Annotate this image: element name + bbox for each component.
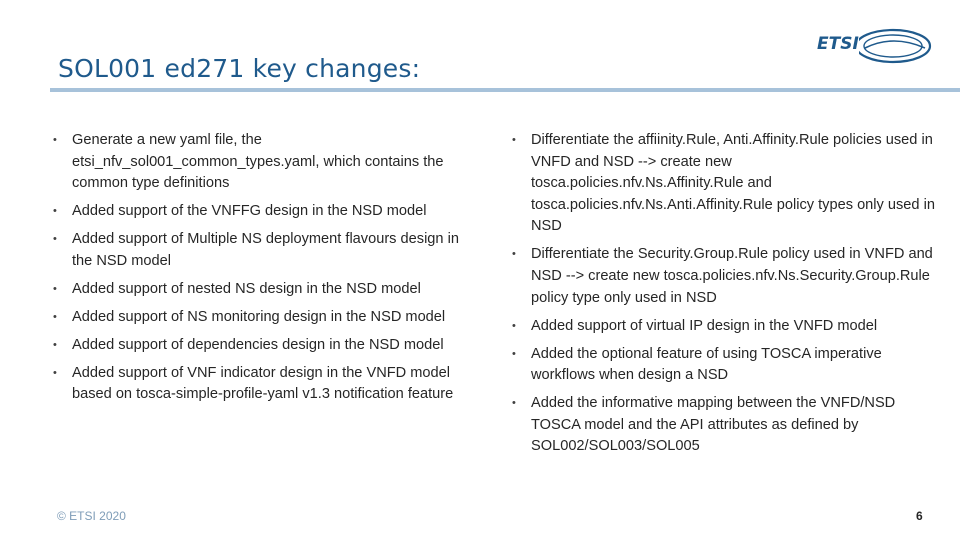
bullet-item — [53, 363, 473, 406]
right-bullet-list — [512, 130, 937, 464]
bullet-item — [512, 130, 937, 238]
bullet-text: Added support of VNF indicator design in the VNFD model based on tosca-simple-profile-yaml v1.3 notification feature — [72, 364, 454, 403]
bullet-text: Differentiate the affiinity.Rule, Anti.Affinity.Rule policies used in VNFD and NSD --> create new tosca.policies.nfv.Ns.Affinity.Rule and tosca.policies.nfv.Ns.Anti.Affinity.Rule policy types only used in NSD — [531, 132, 935, 235]
bullet-text: Generate a new yaml file, the etsi_nfv_sol001_common_types.yaml, which contains the common type definitions — [72, 132, 444, 192]
bullet-text: Added support of dependencies design in the NSD model — [72, 336, 444, 353]
bullet-dot-icon: • — [53, 366, 57, 379]
bullet-item — [53, 201, 473, 223]
bullet-text: Added support of nested NS design in the NSD model — [72, 280, 421, 297]
bullet-text: Added the informative mapping between the VNFD/NSD TOSCA model and the API attributes as defined by SOL002/SOL003/SOL005 — [531, 395, 896, 455]
title-divider — [50, 88, 960, 92]
footer-copyright: © ETSI 2020 — [57, 509, 126, 523]
bullet-item — [53, 229, 473, 272]
bullet-item — [512, 316, 937, 338]
etsi-logo — [813, 22, 935, 72]
bullet-item — [512, 244, 937, 309]
logo-text: ETSI — [817, 34, 859, 54]
bullet-item — [512, 393, 937, 458]
bullet-text: Added the optional feature of using TOSCA imperative workflows when design a NSD — [531, 345, 882, 384]
left-bullet-list — [53, 130, 473, 412]
bullet-dot-icon: • — [512, 134, 516, 146]
bullet-dot-icon: • — [53, 233, 57, 246]
bullet-text: Added support of Multiple NS deployment flavours design in the NSD model — [72, 231, 459, 269]
bullet-item — [53, 307, 473, 329]
bullet-dot-icon: • — [53, 338, 57, 351]
bullet-dot-icon: • — [512, 248, 516, 261]
bullet-text: Added support of virtual IP design in the VNFD model — [531, 317, 878, 334]
bullet-item — [512, 344, 937, 387]
bullet-text: Added support of NS monitoring design in the NSD model — [72, 308, 446, 325]
bullet-item — [53, 130, 473, 195]
slide-title: SOL001 ed271 key changes: — [58, 54, 421, 83]
bullet-text: Added support of the VNFFG design in the NSD model — [72, 203, 427, 220]
bullet-dot-icon: • — [53, 282, 57, 295]
bullet-dot-icon: • — [53, 205, 57, 218]
bullet-dot-icon: • — [53, 134, 57, 146]
page-number: 6 — [916, 509, 923, 523]
bullet-dot-icon: • — [512, 397, 516, 410]
bullet-dot-icon: • — [53, 310, 57, 323]
bullet-dot-icon: • — [512, 319, 516, 332]
bullet-item — [53, 335, 473, 357]
bullet-dot-icon: • — [512, 347, 516, 360]
bullet-item — [53, 279, 473, 301]
bullet-text: Differentiate the Security.Group.Rule policy used in VNFD and NSD --> create new tosca.policies.nfv.Ns.Security.Group.Rule policy type only used in NSD — [531, 246, 933, 306]
